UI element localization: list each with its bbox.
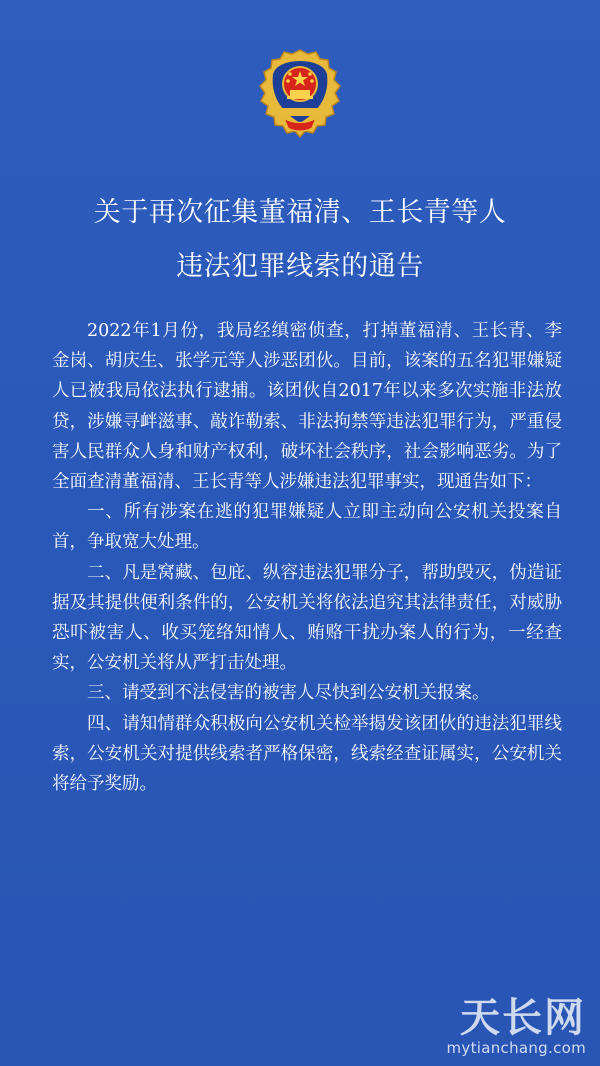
paragraph-item-1: 一、所有涉案在逃的犯罪嫌疑人立即主动向公安机关投案自首，争取宽大处理。 — [52, 502, 562, 553]
page-title-line1: 关于再次征集董福清、王长青等人 — [93, 197, 507, 228]
paragraph-item-2: 二、凡是窝藏、包庇、纵容违法犯罪分子，帮助毁灭，伪造证据及其提供便利条件的，公安机关将依法追究其法律责任，对威胁恐吓被害人、收买笼络知情人、贿赂干扰办案人的行为，一经查实，公安机关将从严打击处理。 — [52, 562, 562, 674]
police-emblem-icon — [246, 44, 354, 152]
site-watermark — [446, 996, 586, 1056]
watermark-url: mytianchang.com — [446, 1039, 586, 1057]
paragraph-item-3: 三、请受到不法侵害的被害人尽快到公安机关报案。 — [87, 683, 490, 704]
notice-body — [52, 316, 562, 799]
paragraph-item-4: 四、请知情群众积极向公安机关检举揭发该团伙的违法犯罪线索，公安机关对提供线索者严格保密，线索经查证属实，公安机关将给予奖励。 — [52, 713, 562, 795]
page-title-line2: 违法犯罪线索的通告 — [176, 251, 424, 282]
watermark-brand: 天长网 — [460, 995, 586, 1041]
paragraph-intro: 2022年1月份，我局经缜密侦查，打掉董福清、王长青、李金岗、胡庆生、张学元等人涉恶团伙。目前，该案的五名犯罪嫌疑人已被我局依法执行逮捕。该团伙自2017年以来多次实施非法放贷，涉嫌寻衅滋事、敲诈勒索、非法拘禁等违法犯罪行为，严重侵害人民群众人身和财产权利，破坏社会秩序，社会影响恶劣。为了全面查清董福清、王长青等人涉嫌违法犯罪事实，现通告如下： — [52, 321, 562, 493]
